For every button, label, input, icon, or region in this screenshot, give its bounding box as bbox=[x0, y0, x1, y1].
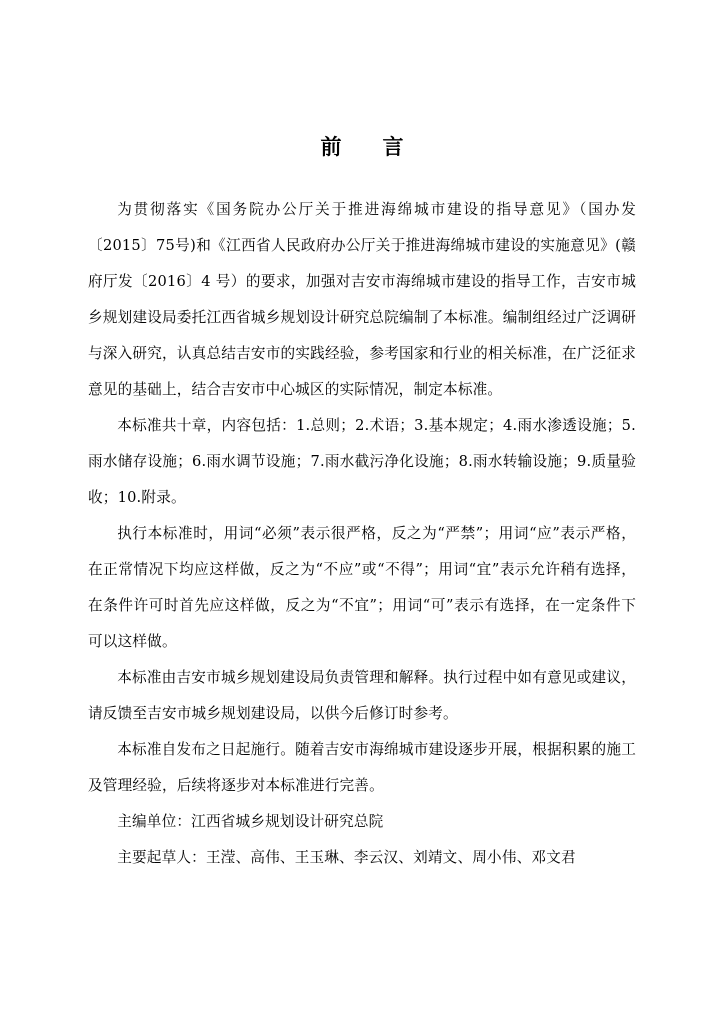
paragraph-4: 本标准由吉安市城乡规划建设局负责管理和解释。执行过程中如有意见或建议，请反馈至吉安市城乡规划建设局，以供今后修订时参考。 bbox=[88, 669, 636, 722]
paragraph-1: 为贯彻落实《国务院办公厅关于推进海绵城市建设的指导意见》（国办发〔2015〕75号)和《江西省人民政府办公厅关于推进海绵城市建设的实施意见》(赣府厅发〔2016〕4 号）的要求，加强对吉安市海绵城市建设的指导工作，吉安市城乡规划建设局委托江西省城乡规划设计研究总院编制了本标准。编制组经过广泛调研与深入研究，认真总结吉安市的实践经验，参考国家和行业的相关标准，在广泛征求意见的基础上，结合吉安市中心城区的实际情况，制定本标准。 bbox=[88, 201, 636, 398]
paragraph-2: 本标准共十章，内容包括：1.总则；2.术语；3.基本规定；4.雨水渗透设施；5.雨水储存设施；6.雨水调节设施；7.雨水截污净化设施；8.雨水转输设施；9.质量验收；10.附录。 bbox=[88, 417, 636, 506]
paragraph-3: 执行本标准时，用词“必须”表示很严格，反之为“严禁”；用词“应”表示严格，在正常情况下均应这样做，反之为“不应”或“不得”；用词“宜”表示允许稍有选择，在条件许可时首先应这样做，反之为“不宜”；用词“可”表示有选择，在一定条件下可以这样做。 bbox=[88, 525, 636, 650]
paragraph-main-drafters: 主要起草人：王滢、高伟、王玉琳、李云汉、刘靖文、周小伟、邓文君 bbox=[117, 849, 576, 866]
paragraph-chief-editor-unit: 主编单位：江西省城乡规划设计研究总院 bbox=[117, 813, 384, 830]
paragraph-5: 本标准自发布之日起施行。随着吉安市海绵城市建设逐步开展，根据积累的施工及管理经验，后续将逐步对本标准进行完善。 bbox=[88, 741, 636, 794]
page-title: 前 言 bbox=[320, 134, 414, 159]
document-body bbox=[88, 192, 636, 876]
